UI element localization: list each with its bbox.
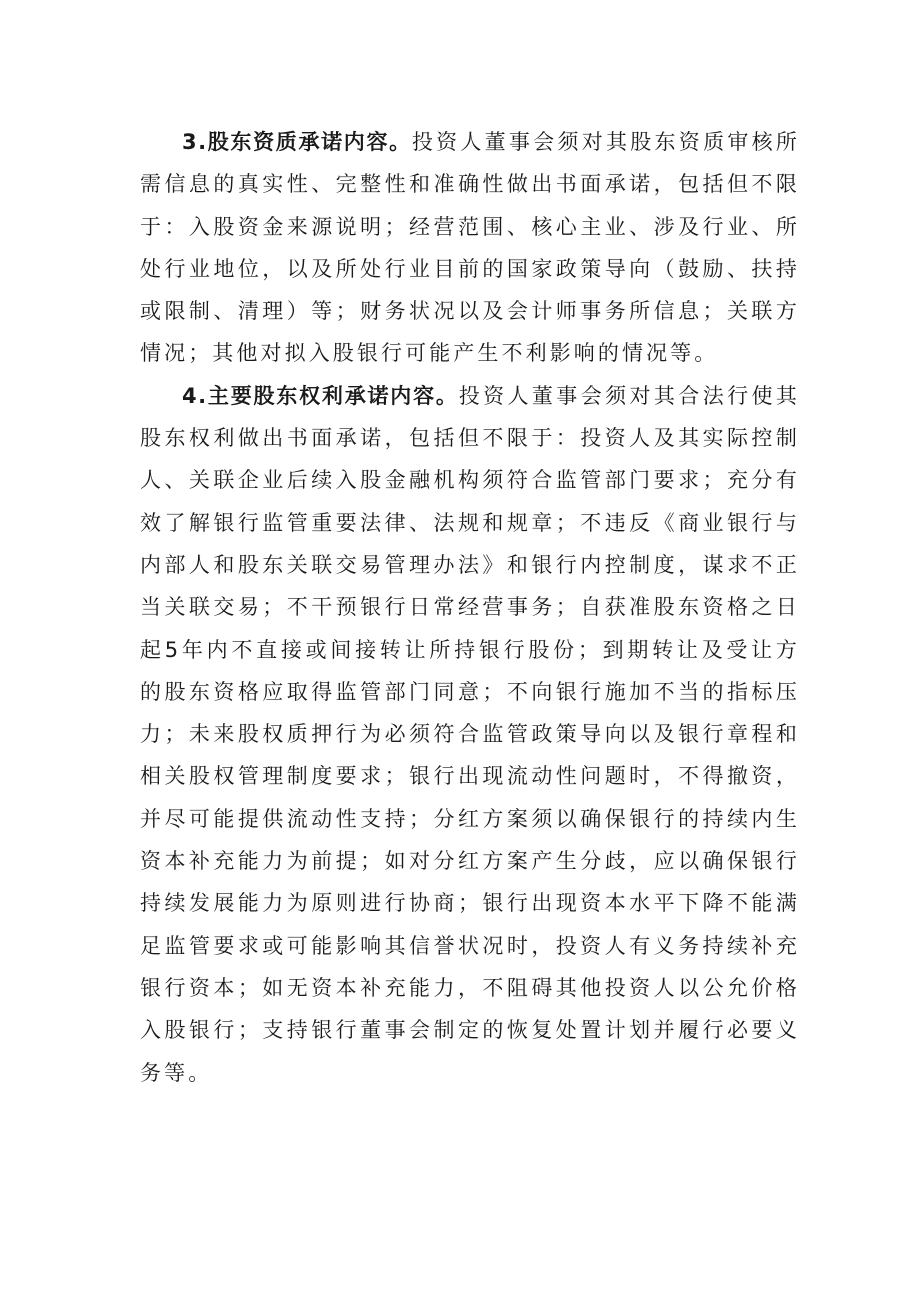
- paragraph-heading: 4.主要股东权利承诺内容。: [182, 383, 459, 408]
- paragraph-text: 投资人董事会须对其合法行使其股东权利做出书面承诺，包括但不限于：投资人及其实际控制人、关联企业后续入股金融机构须符合监管部门要求；充分有效了解银行监管重要法律、法规和规章；不违反《商业银行与内部人和股东关联交易管理办法》和银行内控制度，谋求不正当关联交易；不干预银行日常经营事务；自获准股东资格之日起5年内不直接或间接转让所持银行股份；到期转让及受让方的股东资格应取得监管部门同意；不向银行施加不当的指标压力；未来股权质押行为必须符合监管政策导向以及银行章程和相关股权管理制度要求；银行出现流动性问题时，不得撤资，并尽可能提供流动性支持；分红方案须以确保银行的持续内生资本补充能力为前提；如对分红方案产生分歧，应以确保银行持续发展能力为原则进行协商；银行出现资本水平下降不能满足监管要求或可能影响其信誉状况时，投资人有义务持续补充银行资本；如无资本补充能力，不阻碍其他投资人以公允价格入股银行；支持银行董事会制定的恢复处置计划并履行必要义务等。: [140, 383, 801, 1085]
- paragraph-shareholder-rights: [140, 375, 800, 1094]
- document-body: [140, 121, 800, 1094]
- paragraph-shareholder-qualification: [140, 121, 800, 375]
- paragraph-text: 投资人董事会须对其股东资质审核所需信息的真实性、完整性和准确性做出书面承诺，包括但不限于：入股资金来源说明；经营范围、核心主业、涉及行业、所处行业地位，以及所处行业目前的国家政策导向（鼓励、扶持或限制、清理）等；财务状况以及会计师事务所信息；关联方情况；其他对拟入股银行可能产生不利影响的情况等。: [140, 130, 800, 366]
- paragraph-heading: 3.股东资质承诺内容。: [182, 130, 412, 154]
